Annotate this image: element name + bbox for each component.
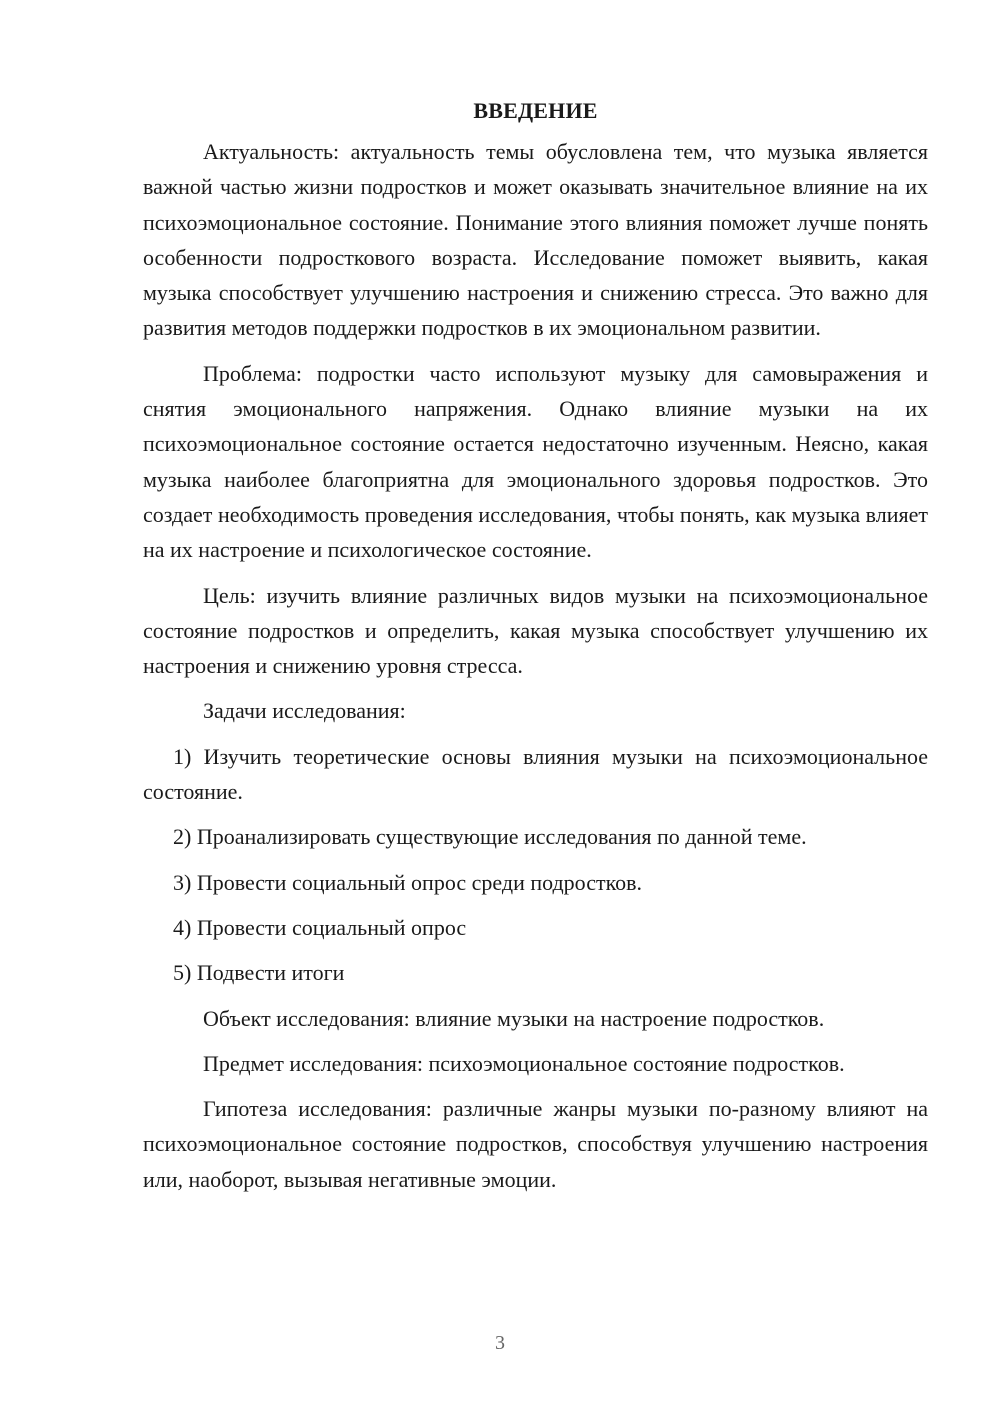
paragraph-hypothesis: Гипотеза исследования: различные жанры музыки по-разному влияют на психоэмоциональное состояние подростков, способствуя улучшению настроения или, наоборот, вызывая негативные эмоции. — [143, 1096, 928, 1192]
page-title: ВВЕДЕНИЕ — [473, 98, 598, 123]
task-item-4: 4) Провести социальный опрос — [173, 914, 467, 940]
task-item-5: 5) Подвести итоги — [173, 960, 345, 986]
task-item-1: 1) Изучить теоретические основы влияния музыки на психоэмоциональное состояние. — [143, 743, 928, 805]
paragraph-object: Объект исследования: влияние музыки на настроение подростков. — [203, 1005, 825, 1031]
page-content — [143, 93, 928, 1207]
page-number: 3 — [495, 1332, 505, 1354]
task-item-2: 2) Проанализировать существующие исследования по данной теме. — [173, 824, 807, 850]
task-item-3: 3) Провести социальный опрос среди подростков. — [173, 869, 643, 895]
paragraph-subject: Предмет исследования: психоэмоциональное состояние подростков. — [203, 1050, 845, 1076]
paragraph-problem: Проблема: подростки часто используют музыку для самовыражения и снятия эмоционального напряжения. Однако влияние музыки на их психоэмоциональное состояние остается недостаточно изученным. Неясно, какая музыка наиболее благоприятна для эмоционального здоровья подростков. Это создает необходимость проведения исследования, чтобы понять, как музыка влияет на их настроение и психологическое состояние. — [143, 360, 928, 563]
paragraph-goal: Цель: изучить влияние различных видов музыки на психоэмоциональное состояние подростков и определить, какая музыка способствует улучшению их настроения и снижению уровня стресса. — [143, 582, 928, 679]
paragraph-relevance: Актуальность: актуальность темы обусловлена тем, что музыка является важной частью жизни подростков и может оказывать значительное влияние на их психоэмоциональное состояние. Понимание этого влияния поможет лучше понять особенности подросткового возраста. Исследование поможет выявить, какая музыка способствует улучшению настроения и снижению стресса. Это важно для развития методов поддержки подростков в их эмоциональном развитии. — [143, 139, 928, 341]
tasks-heading: Задачи исследования: — [203, 698, 406, 724]
